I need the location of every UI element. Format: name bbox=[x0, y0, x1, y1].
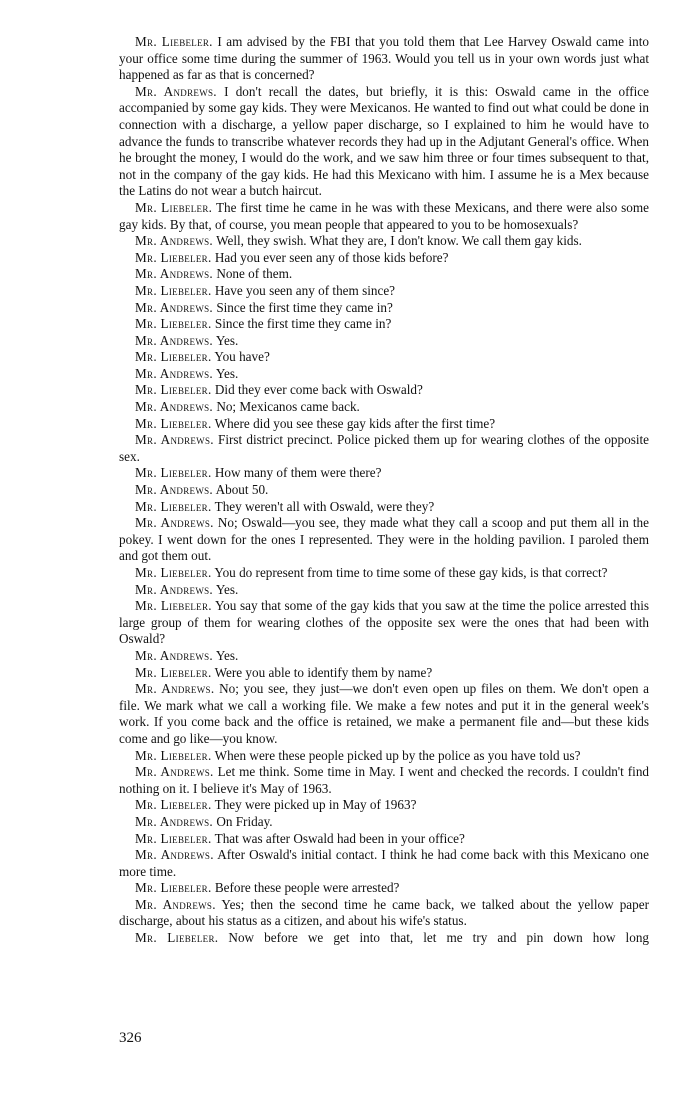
speaker-name: Mr. Andrews. bbox=[135, 813, 214, 829]
testimony-paragraph bbox=[119, 399, 649, 416]
testimony-paragraph bbox=[119, 250, 649, 267]
testimony-paragraph bbox=[119, 333, 649, 350]
testimony-paragraph bbox=[119, 598, 649, 648]
speaker-name: Mr. Andrews. bbox=[135, 847, 214, 863]
testimony-text: They were picked up in May of 1963? bbox=[214, 797, 417, 813]
speaker-name: Mr. Liebeler. bbox=[135, 797, 212, 813]
testimony-text: Yes. bbox=[215, 647, 239, 663]
testimony-paragraph bbox=[119, 349, 649, 366]
testimony-text: Well, they swish. What they are, I don't know. We call them gay kids. bbox=[216, 233, 582, 249]
speaker-name: Mr. Andrews. bbox=[135, 515, 214, 531]
speaker-name: Mr. Liebeler. bbox=[135, 415, 212, 431]
testimony-text: You say that some of the gay kids that you saw at the time the police arrested this large group of them for wearing clothes of the opposite sex were the ones that had been with Oswald? bbox=[119, 598, 650, 647]
testimony-paragraph bbox=[119, 283, 649, 300]
speaker-name: Mr. Andrews. bbox=[135, 233, 214, 249]
testimony-text: I don't recall the dates, but briefly, it is this: Oswald came in the office accompanied by some gay kids. They were Mexicanos. He wanted to find out what could be done in connection with a discharge, a yellow paper discharge, so I explained to him he would have to advance the funds to transcribe whatever records they had up in the Adjutant General's office. When he brought the money, I would do the work, and we saw him three or four times subsequent to that, not in the company of the gay kids. He had this Mexicano with him. I assume he is a Mex because the Latins do not wear a butch haircut. bbox=[119, 83, 650, 199]
testimony-paragraph bbox=[119, 797, 649, 814]
testimony-text: None of them. bbox=[216, 266, 293, 282]
testimony-text: On Friday. bbox=[216, 813, 273, 829]
testimony-paragraph bbox=[119, 930, 649, 947]
speaker-name: Mr. Andrews. bbox=[135, 896, 216, 912]
testimony-paragraph bbox=[119, 897, 649, 930]
testimony-text: The first time he came in he was with these Mexicans, and there were also some gay kids. By that, of course, you mean people that appeared to you to be homosexuals? bbox=[119, 199, 649, 232]
speaker-name: Mr. Liebeler. bbox=[135, 382, 212, 398]
testimony-paragraph bbox=[119, 847, 649, 880]
speaker-name: Mr. Liebeler. bbox=[135, 349, 212, 365]
testimony-text: Since the first time they came in? bbox=[214, 316, 392, 332]
speaker-name: Mr. Andrews. bbox=[135, 647, 214, 663]
speaker-name: Mr. Liebeler. bbox=[135, 282, 212, 298]
testimony-paragraph bbox=[119, 748, 649, 765]
testimony-paragraph bbox=[119, 382, 649, 399]
speaker-name: Mr. Andrews. bbox=[135, 432, 214, 448]
testimony-paragraph bbox=[119, 233, 649, 250]
testimony-text: That was after Oswald had been in your office? bbox=[214, 830, 465, 846]
testimony-paragraph bbox=[119, 316, 649, 333]
speaker-name: Mr. Andrews. bbox=[135, 266, 214, 282]
testimony-text: No; you see, they just—we don't even open up files on them. We don't open a file. We mark what we call a working file. We make a few notes and put it in the general week's work. If you come back and the office is retained, we make a permanent file and—but these kids come and go like—you know. bbox=[119, 681, 650, 746]
transcript-body bbox=[119, 34, 649, 947]
speaker-name: Mr. Liebeler. bbox=[135, 747, 212, 763]
testimony-paragraph bbox=[119, 432, 649, 465]
testimony-paragraph bbox=[119, 764, 649, 797]
testimony-text: How many of them were there? bbox=[214, 465, 382, 481]
testimony-paragraph bbox=[119, 200, 649, 233]
speaker-name: Mr. Liebeler. bbox=[135, 565, 212, 580]
testimony-text: Yes. bbox=[215, 581, 239, 597]
speaker-name: Mr. Liebeler. bbox=[135, 830, 212, 846]
testimony-text: Did they ever come back with Oswald? bbox=[214, 382, 423, 398]
testimony-paragraph bbox=[119, 565, 649, 582]
testimony-text: Yes; then the second time he came back, we talked about the yellow paper discharge, about his status as a citizen, and about his wife's status. bbox=[119, 896, 649, 929]
testimony-text: Yes. bbox=[215, 365, 239, 381]
testimony-text: Had you ever seen any of those kids before? bbox=[214, 249, 449, 265]
testimony-paragraph bbox=[119, 831, 649, 848]
speaker-name: Mr. Andrews. bbox=[135, 365, 214, 381]
speaker-name: Mr. Andrews. bbox=[135, 299, 214, 315]
testimony-text: Have you seen any of them since? bbox=[214, 282, 396, 298]
testimony-text: First district precinct. Police picked them up for wearing clothes of the opposite sex. bbox=[119, 432, 650, 464]
testimony-text: Yes. bbox=[215, 332, 239, 348]
testimony-text: Let me think. Some time in May. I went and checked the records. I couldn't find nothing on it. I believe it's May of 1963. bbox=[119, 764, 650, 796]
testimony-paragraph bbox=[119, 84, 649, 200]
speaker-name: Mr. Liebeler. bbox=[135, 34, 213, 49]
testimony-paragraph bbox=[119, 300, 649, 317]
testimony-paragraph bbox=[119, 582, 649, 599]
speaker-name: Mr. Andrews. bbox=[135, 482, 214, 498]
testimony-paragraph bbox=[119, 681, 649, 747]
testimony-paragraph bbox=[119, 814, 649, 831]
testimony-text: You do represent from time to time some of these gay kids, is that correct? bbox=[214, 565, 608, 580]
speaker-name: Mr. Andrews. bbox=[135, 83, 217, 99]
speaker-name: Mr. Liebeler. bbox=[135, 498, 212, 514]
speaker-name: Mr. Liebeler. bbox=[135, 664, 212, 680]
testimony-paragraph bbox=[119, 482, 649, 499]
testimony-text: No; Mexicanos came back. bbox=[216, 399, 360, 415]
testimony-paragraph bbox=[119, 515, 649, 565]
testimony-paragraph bbox=[119, 416, 649, 433]
speaker-name: Mr. Liebeler. bbox=[135, 930, 219, 946]
speaker-name: Mr. Andrews. bbox=[135, 332, 214, 348]
testimony-text: No; Oswald—you see, they made what they call a scoop and put them all in the pokey. I went down for the ones I represented. They were in the holding pavilion. I paroled them and got them out. bbox=[119, 515, 649, 564]
speaker-name: Mr. Liebeler. bbox=[135, 316, 212, 332]
testimony-text: When were these people picked up by the police as you have told us? bbox=[214, 747, 581, 763]
speaker-name: Mr. Liebeler. bbox=[135, 249, 212, 265]
testimony-paragraph bbox=[119, 465, 649, 482]
testimony-text: You have? bbox=[214, 349, 270, 365]
speaker-name: Mr. Andrews. bbox=[135, 399, 214, 415]
testimony-text: Since the first time they came in? bbox=[216, 299, 393, 315]
testimony-text: About 50. bbox=[215, 482, 269, 498]
testimony-text: I am advised by the FBI that you told them that Lee Harvey Oswald came into your office some time during the summer of 1963. Would you tell us in your own words just what happened as far as that is concerned? bbox=[119, 34, 650, 83]
testimony-text: Before these people were arrested? bbox=[214, 880, 400, 896]
page-number: 326 bbox=[119, 1030, 142, 1046]
testimony-text: Now before we get into that, let me try and pin down how long bbox=[228, 930, 650, 946]
testimony-paragraph bbox=[119, 499, 649, 516]
speaker-name: Mr. Andrews. bbox=[135, 681, 215, 697]
speaker-name: Mr. Andrews. bbox=[135, 581, 214, 597]
testimony-text: They weren't all with Oswald, were they? bbox=[214, 498, 435, 514]
testimony-text: Where did you see these gay kids after the first time? bbox=[214, 415, 496, 431]
speaker-name: Mr. Liebeler. bbox=[135, 880, 212, 896]
testimony-paragraph bbox=[119, 648, 649, 665]
speaker-name: Mr. Liebeler. bbox=[135, 598, 212, 614]
testimony-paragraph bbox=[119, 34, 649, 84]
speaker-name: Mr. Liebeler. bbox=[135, 465, 212, 481]
testimony-text: Were you able to identify them by name? bbox=[214, 664, 433, 680]
testimony-paragraph bbox=[119, 366, 649, 383]
speaker-name: Mr. Liebeler. bbox=[135, 199, 213, 215]
testimony-paragraph bbox=[119, 665, 649, 682]
testimony-paragraph bbox=[119, 266, 649, 283]
testimony-text: After Oswald's initial contact. I think he had come back with this Mexicano one more time. bbox=[119, 847, 649, 879]
testimony-paragraph bbox=[119, 880, 649, 897]
speaker-name: Mr. Andrews. bbox=[135, 764, 214, 780]
